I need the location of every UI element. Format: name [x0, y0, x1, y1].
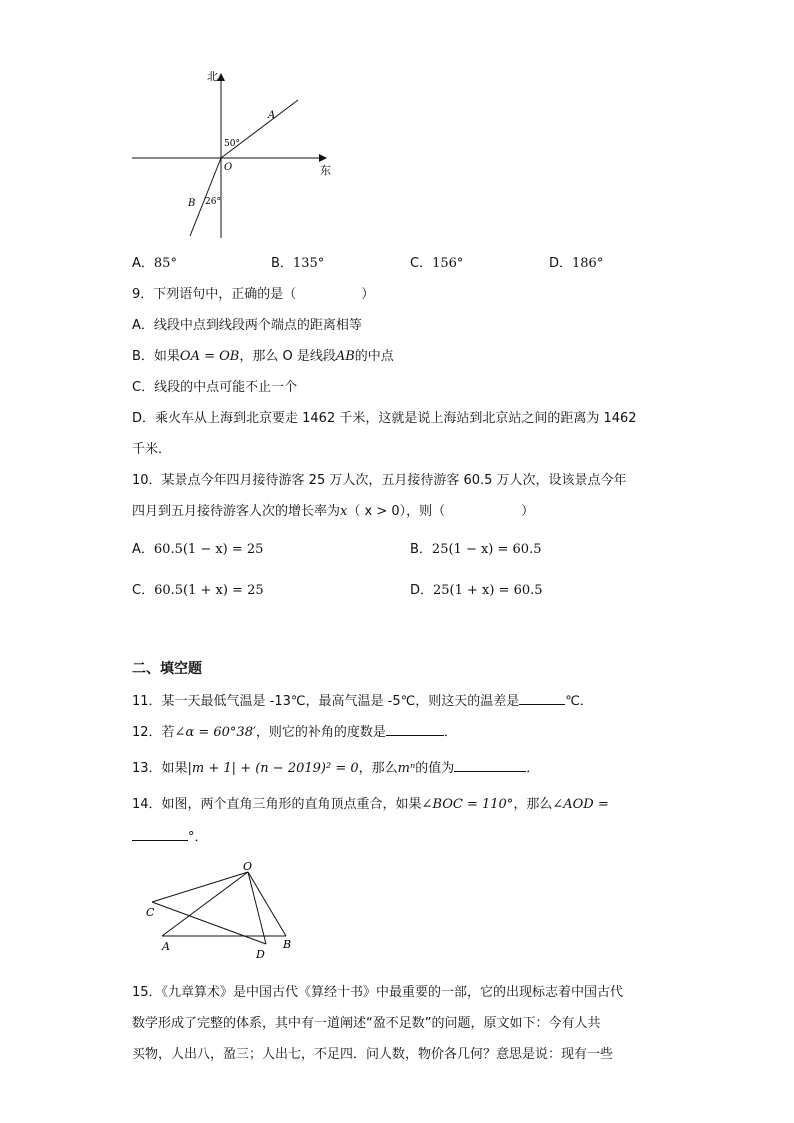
- q8-option-a[interactable]: A．85°: [132, 256, 177, 271]
- q14-answer-blank[interactable]: [132, 828, 188, 841]
- q9-stem: 9．下列语句中，正确的是（ ）: [132, 287, 375, 302]
- q9-option-d-line1[interactable]: D．乘火车从上海到北京要走 1462 千米，这就是说上海站到北京站之间的距离为 1462: [132, 411, 637, 426]
- point-a-label: A: [162, 940, 170, 953]
- point-b-label: B: [188, 198, 196, 209]
- point-o-label: O: [243, 860, 253, 873]
- q14-line1: 14．如图，两个直角三角形的直角顶点重合，如果∠BOC = 110°，那么∠AOD =: [132, 797, 609, 812]
- q15-line3: 买物，人出八，盈三；人出七，不足四．问人数，物价各几何？意思是说：现有一些: [132, 1047, 614, 1062]
- q8-option-c[interactable]: C．156°: [410, 256, 464, 271]
- q15-line1: 15．《九章算术》是中国古代《算经十书》中最重要的一部，它的出现标志着中国古代: [132, 985, 624, 1000]
- segment-oa: [162, 872, 248, 936]
- section-heading-fill-in: 二、填空题: [132, 661, 202, 677]
- triangles-figure: [140, 860, 300, 966]
- q12: 12．若∠α = 60°38′，则它的补角的度数是 ．: [132, 725, 457, 740]
- q11: 11．某一天最低气温是 -13℃，最高气温是 -5℃，则这天的温差是 ℃．: [132, 694, 593, 709]
- north-label: 北: [207, 70, 218, 83]
- q9-option-b[interactable]: B．如果OA = OB，那么 O 是线段AB的中点: [132, 349, 394, 364]
- q10-option-d[interactable]: D．25(1 + x) = 60.5: [410, 583, 543, 598]
- q14-line2: °．: [132, 828, 208, 847]
- q10-stem-line1: 10．某景点今年四月接待游客 25 万人次，五月接待游客 60.5 万人次，设该景点今年: [132, 473, 627, 488]
- segment-od: [248, 872, 266, 944]
- q9-option-c[interactable]: C．线段的中点可能不止一个: [132, 380, 298, 395]
- compass-figure: [128, 66, 338, 242]
- point-c-label: C: [146, 906, 155, 919]
- angle-26-label: 26°: [205, 197, 221, 207]
- q10-stem-line2: 四月到五月接待游客人次的增长率为x（ x > 0），则（ ）: [132, 504, 535, 519]
- segment-cd: [152, 902, 266, 944]
- q8-option-b[interactable]: B．135°: [271, 256, 325, 271]
- ray-oa: [221, 100, 298, 158]
- q10-option-c[interactable]: C．60.5(1 + x) = 25: [132, 583, 264, 598]
- segment-oc: [152, 872, 248, 902]
- q10-option-b[interactable]: B．25(1 − x) = 60.5: [410, 542, 542, 557]
- point-o-label: O: [224, 162, 233, 173]
- point-b-label: B: [283, 938, 292, 951]
- east-label: 东: [320, 164, 331, 177]
- q9-option-d-line2: 千米．: [132, 442, 172, 457]
- q11-answer-blank[interactable]: [519, 692, 565, 705]
- q10-option-a[interactable]: A．60.5(1 − x) = 25: [132, 542, 264, 557]
- q15-line2: 数学形成了完整的体系，其中有一道阐述“盈不足数”的问题，原文如下：今有人共: [132, 1016, 601, 1031]
- point-a-label: A: [268, 110, 276, 121]
- q12-answer-blank[interactable]: [386, 723, 444, 736]
- q13-answer-blank[interactable]: [454, 759, 526, 772]
- point-d-label: D: [256, 948, 265, 961]
- q13: 13．如果|m + 1| + (n − 2019)² = 0，那么mⁿ的值为 ．: [132, 761, 540, 776]
- angle-50-label: 50°: [224, 139, 240, 149]
- q8-option-d[interactable]: D．186°: [549, 256, 604, 271]
- q9-option-a[interactable]: A．线段中点到线段两个端点的距离相等: [132, 318, 362, 333]
- segment-ob: [248, 872, 286, 936]
